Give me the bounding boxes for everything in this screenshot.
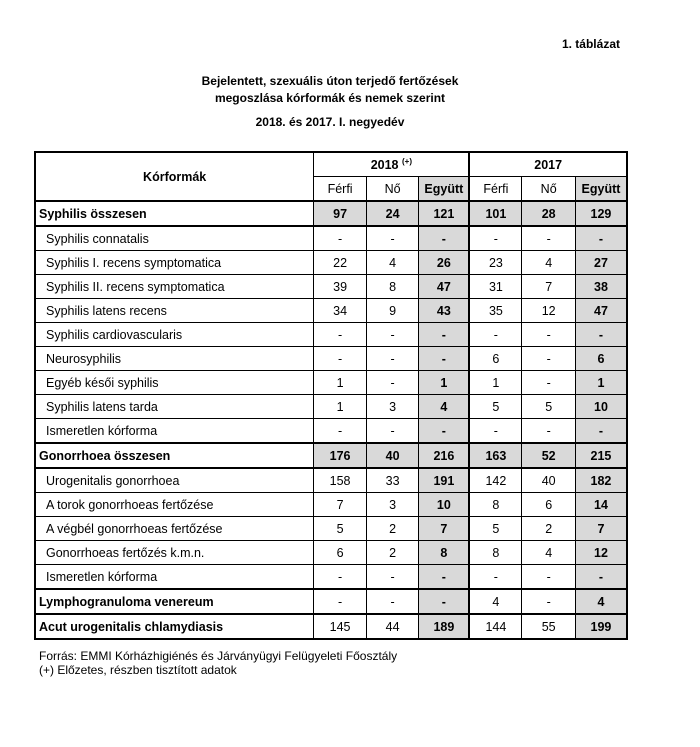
row-label: A torok gonorrhoeas fertőzése bbox=[35, 493, 314, 517]
row-value: 55 bbox=[522, 614, 576, 639]
row-value: 4 bbox=[366, 251, 419, 275]
row-value: 9 bbox=[366, 299, 419, 323]
row-value: 34 bbox=[314, 299, 367, 323]
row-value: - bbox=[366, 565, 419, 590]
row-value: - bbox=[419, 565, 470, 590]
data-table bbox=[34, 151, 628, 640]
table-row bbox=[35, 395, 627, 419]
row-value: 8 bbox=[469, 541, 522, 565]
header-row-label: Kórformák bbox=[35, 152, 314, 201]
row-label: Syphilis latens recens bbox=[35, 299, 314, 323]
row-value: - bbox=[575, 323, 627, 347]
row-value: - bbox=[366, 371, 419, 395]
footnotes bbox=[39, 649, 397, 677]
row-label: Neurosyphilis bbox=[35, 347, 314, 371]
row-label: Gonorrhoea összesen bbox=[35, 443, 314, 468]
row-value: - bbox=[575, 419, 627, 444]
row-value: - bbox=[314, 589, 367, 614]
row-label: Egyéb késői syphilis bbox=[35, 371, 314, 395]
row-value: 8 bbox=[419, 541, 470, 565]
row-value: - bbox=[469, 565, 522, 590]
table-row bbox=[35, 299, 627, 323]
row-value: - bbox=[419, 226, 470, 251]
row-value: 199 bbox=[575, 614, 627, 639]
row-value: 2 bbox=[366, 541, 419, 565]
header-sub: Férfi bbox=[469, 177, 522, 202]
preliminary-note: (+) Előzetes, részben tisztított adatok bbox=[39, 663, 237, 677]
row-value: 44 bbox=[366, 614, 419, 639]
row-value: - bbox=[366, 323, 419, 347]
row-value: 6 bbox=[314, 541, 367, 565]
row-value: - bbox=[419, 347, 470, 371]
row-value: 5 bbox=[469, 395, 522, 419]
table-row bbox=[35, 347, 627, 371]
row-value: 39 bbox=[314, 275, 367, 299]
row-value: - bbox=[522, 347, 576, 371]
row-value: - bbox=[314, 565, 367, 590]
row-label: Ismeretlen kórforma bbox=[35, 565, 314, 590]
row-value: 1 bbox=[314, 371, 367, 395]
row-value: 8 bbox=[469, 493, 522, 517]
row-value: - bbox=[575, 226, 627, 251]
row-value: 24 bbox=[366, 201, 419, 226]
row-value: 22 bbox=[314, 251, 367, 275]
row-value: 101 bbox=[469, 201, 522, 226]
row-value: 1 bbox=[419, 371, 470, 395]
row-label: Urogenitalis gonorrhoea bbox=[35, 468, 314, 493]
header-sub: Együtt bbox=[419, 177, 470, 202]
title-period: 2018. és 2017. I. negyedév bbox=[255, 115, 405, 129]
row-value: 1 bbox=[575, 371, 627, 395]
row-value: 26 bbox=[419, 251, 470, 275]
row-value: 5 bbox=[522, 395, 576, 419]
table-row bbox=[35, 251, 627, 275]
header-sub: Férfi bbox=[314, 177, 367, 202]
row-value: 6 bbox=[469, 347, 522, 371]
row-value: 176 bbox=[314, 443, 367, 468]
row-value: 189 bbox=[419, 614, 470, 639]
row-value: 10 bbox=[419, 493, 470, 517]
row-value: 47 bbox=[575, 299, 627, 323]
row-value: 4 bbox=[575, 589, 627, 614]
row-value: 12 bbox=[575, 541, 627, 565]
header-year-2018 bbox=[314, 152, 470, 177]
table-row bbox=[35, 493, 627, 517]
row-value: 43 bbox=[419, 299, 470, 323]
row-value: 1 bbox=[469, 371, 522, 395]
row-value: 182 bbox=[575, 468, 627, 493]
row-value: 144 bbox=[469, 614, 522, 639]
row-value: - bbox=[522, 226, 576, 251]
row-label: Syphilis I. recens symptomatica bbox=[35, 251, 314, 275]
row-label: Syphilis összesen bbox=[35, 201, 314, 226]
row-value: - bbox=[314, 419, 367, 444]
row-value: 215 bbox=[575, 443, 627, 468]
row-value: 8 bbox=[366, 275, 419, 299]
row-value: 7 bbox=[575, 517, 627, 541]
header-sub: Nő bbox=[366, 177, 419, 202]
row-value: 4 bbox=[469, 589, 522, 614]
table-row bbox=[35, 275, 627, 299]
row-value: - bbox=[469, 419, 522, 444]
row-value: 7 bbox=[419, 517, 470, 541]
row-value: 145 bbox=[314, 614, 367, 639]
header-year-2017: 2017 bbox=[469, 152, 627, 177]
row-value: - bbox=[314, 323, 367, 347]
row-value: 7 bbox=[522, 275, 576, 299]
row-value: 40 bbox=[522, 468, 576, 493]
row-value: - bbox=[522, 323, 576, 347]
row-value: 142 bbox=[469, 468, 522, 493]
row-value: 31 bbox=[469, 275, 522, 299]
row-value: 4 bbox=[522, 541, 576, 565]
row-value: 5 bbox=[469, 517, 522, 541]
row-value: 129 bbox=[575, 201, 627, 226]
row-value: - bbox=[366, 347, 419, 371]
row-value: - bbox=[419, 323, 470, 347]
row-value: 158 bbox=[314, 468, 367, 493]
row-value: - bbox=[522, 565, 576, 590]
row-value: 27 bbox=[575, 251, 627, 275]
row-value: 6 bbox=[575, 347, 627, 371]
row-value: 163 bbox=[469, 443, 522, 468]
table-row bbox=[35, 541, 627, 565]
title-line-2: megoszlása kórformák és nemek szerint bbox=[214, 91, 446, 105]
row-value: 23 bbox=[469, 251, 522, 275]
row-value: 14 bbox=[575, 493, 627, 517]
row-value: 121 bbox=[419, 201, 470, 226]
row-value: 3 bbox=[366, 493, 419, 517]
row-value: 97 bbox=[314, 201, 367, 226]
row-value: - bbox=[314, 226, 367, 251]
row-value: 35 bbox=[469, 299, 522, 323]
row-value: 12 bbox=[522, 299, 576, 323]
table-row bbox=[35, 323, 627, 347]
table-row bbox=[35, 419, 627, 444]
row-value: - bbox=[522, 419, 576, 444]
title-line-1: Bejelentett, szexuális úton terjedő fertőzések bbox=[201, 74, 459, 88]
row-label: Syphilis cardiovascularis bbox=[35, 323, 314, 347]
table-row bbox=[35, 614, 627, 639]
table-row bbox=[35, 565, 627, 590]
header-sub: Együtt bbox=[575, 177, 627, 202]
year-2018-label: 2018 bbox=[370, 158, 399, 173]
row-label: Ismeretlen kórforma bbox=[35, 419, 314, 444]
row-value: 3 bbox=[366, 395, 419, 419]
row-value: 2 bbox=[366, 517, 419, 541]
row-value: 5 bbox=[314, 517, 367, 541]
row-value: 2 bbox=[522, 517, 576, 541]
row-label: Syphilis latens tarda bbox=[35, 395, 314, 419]
table-row bbox=[35, 589, 627, 614]
row-value: 38 bbox=[575, 275, 627, 299]
year-2018-mark: (+) bbox=[401, 156, 412, 166]
row-value: - bbox=[575, 565, 627, 590]
row-value: - bbox=[366, 419, 419, 444]
row-label: Gonorrhoeas fertőzés k.m.n. bbox=[35, 541, 314, 565]
table-row bbox=[35, 468, 627, 493]
row-label: Lymphogranuloma venereum bbox=[35, 589, 314, 614]
row-value: 33 bbox=[366, 468, 419, 493]
row-value: - bbox=[419, 589, 470, 614]
row-value: - bbox=[522, 371, 576, 395]
row-label: A végbél gonorrhoeas fertőzése bbox=[35, 517, 314, 541]
row-value: - bbox=[522, 589, 576, 614]
row-value: 4 bbox=[522, 251, 576, 275]
table-row bbox=[35, 226, 627, 251]
row-value: 47 bbox=[419, 275, 470, 299]
table-number: 1. táblázat bbox=[561, 37, 620, 51]
table-row bbox=[35, 517, 627, 541]
source-note: Forrás: EMMI Kórházhigiénés és Járványügyi Felügyeleti Főosztály bbox=[39, 649, 398, 663]
row-value: - bbox=[366, 589, 419, 614]
row-label: Acut urogenitalis chlamydiasis bbox=[35, 614, 314, 639]
header-sub: Nő bbox=[522, 177, 576, 202]
row-value: 6 bbox=[522, 493, 576, 517]
row-value: - bbox=[469, 323, 522, 347]
table-row bbox=[35, 371, 627, 395]
row-value: 4 bbox=[419, 395, 470, 419]
row-value: 216 bbox=[419, 443, 470, 468]
row-value: 52 bbox=[522, 443, 576, 468]
row-value: - bbox=[314, 347, 367, 371]
row-value: 1 bbox=[314, 395, 367, 419]
table-row bbox=[35, 443, 627, 468]
row-value: - bbox=[419, 419, 470, 444]
table-row bbox=[35, 201, 627, 226]
row-value: 7 bbox=[314, 493, 367, 517]
row-value: - bbox=[366, 226, 419, 251]
row-value: 28 bbox=[522, 201, 576, 226]
row-value: 10 bbox=[575, 395, 627, 419]
row-value: - bbox=[469, 226, 522, 251]
row-label: Syphilis connatalis bbox=[35, 226, 314, 251]
title-block bbox=[0, 73, 660, 131]
row-label: Syphilis II. recens symptomatica bbox=[35, 275, 314, 299]
row-value: 191 bbox=[419, 468, 470, 493]
row-value: 40 bbox=[366, 443, 419, 468]
